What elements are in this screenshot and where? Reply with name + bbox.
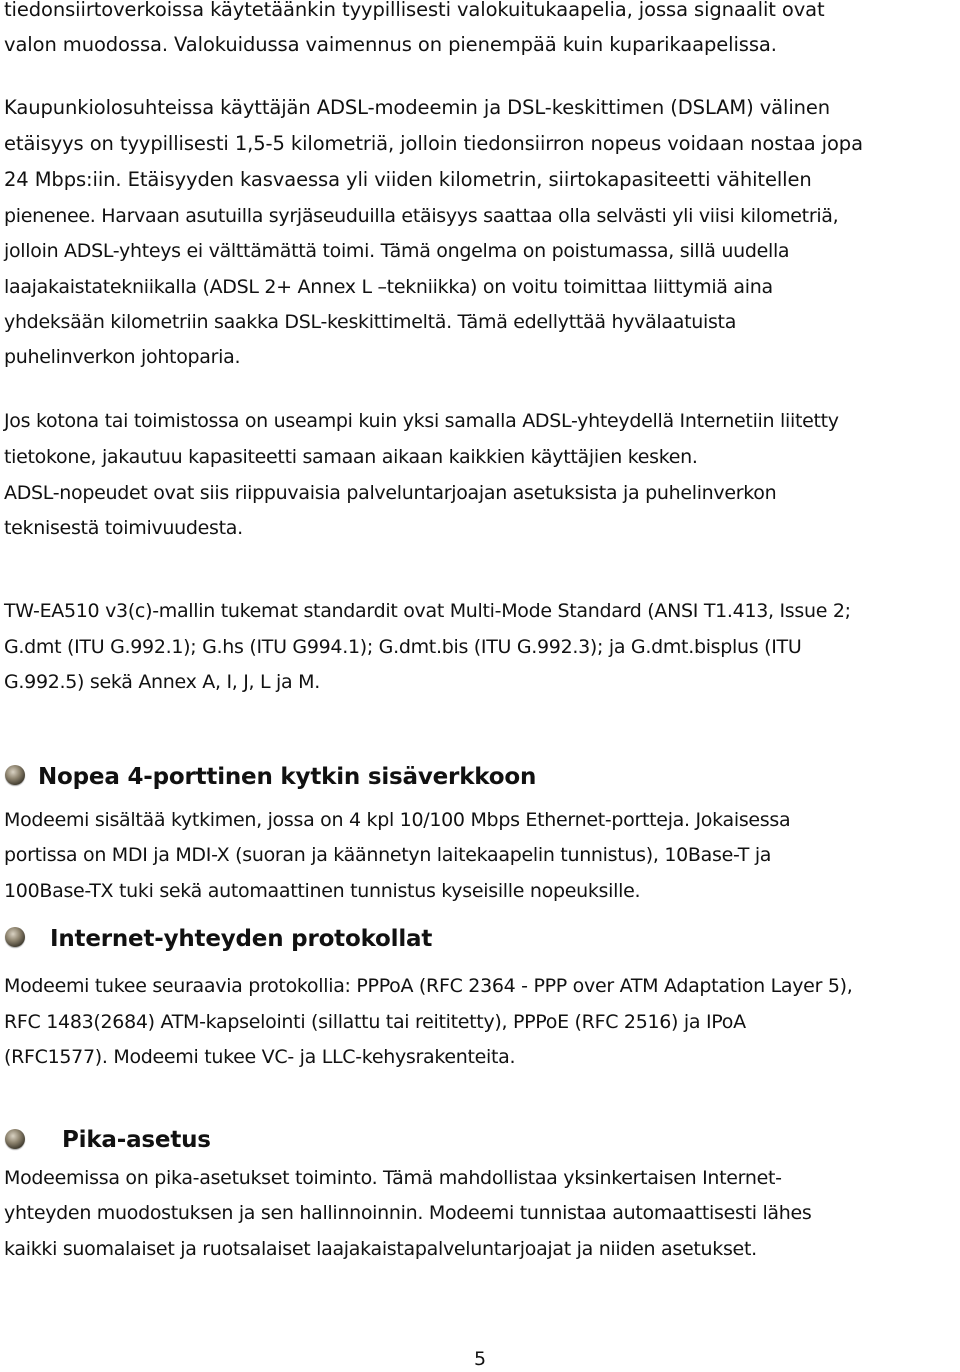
sharing-line-2: tietokone, jakautuu kapasiteetti samaan aikaan kaikkien käyttäjien kesken. bbox=[4, 446, 698, 468]
page-number: 5 bbox=[473, 1348, 487, 1370]
quick-setup-line-1: Modeemissa on pika-asetukset toiminto. Tämä mahdollistaa yksinkertaisen Internet- bbox=[4, 1167, 782, 1189]
section-heading-protocols: Internet-yhteyden protokollat bbox=[50, 926, 433, 952]
quick-setup-line-2: yhteyden muodostuksen ja sen hallinnoinnin. Modeemi tunnistaa automaattisesti lähes bbox=[4, 1202, 812, 1224]
distance-line-8: puhelinverkon johtoparia. bbox=[4, 346, 241, 368]
quick-setup-line-3: kaikki suomalaiset ja ruotsalaiset laajakaistapalveluntarjoajat ja niiden asetukset. bbox=[4, 1238, 757, 1260]
switch-line-3: 100Base-TX tuki sekä automaattinen tunnistus kyseisille nopeuksille. bbox=[4, 880, 641, 902]
protocols-line-1: Modeemi tukee seuraavia protokollia: PPPoA (RFC 2364 - PPP over ATM Adaptation Layer 5), bbox=[4, 975, 853, 997]
standards-line-1: TW-EA510 v3(c)-mallin tukemat standardit ovat Multi-Mode Standard (ANSI T1.413, Issue 2; bbox=[4, 600, 851, 622]
protocols-line-2: RFC 1483(2684) ATM-kapselointi (sillattu tai reititetty), PPPoE (RFC 2516) ja IPoA bbox=[4, 1011, 746, 1033]
distance-line-1: Kaupunkiolosuhteissa käyttäjän ADSL-modeemin ja DSL-keskittimen (DSLAM) välinen bbox=[4, 96, 831, 119]
protocols-line-3: (RFC1577). Modeemi tukee VC- ja LLC-kehysrakenteita. bbox=[4, 1046, 516, 1068]
section-heading-quick-setup: Pika-asetus bbox=[62, 1127, 211, 1153]
distance-line-4: pienenee. Harvaan asutuilla syrjäseuduilla etäisyys saattaa olla selvästi yli viisi kilometriä, bbox=[4, 205, 839, 227]
switch-line-2: portissa on MDI ja MDI-X (suoran ja käännetyn laitekaapelin tunnistus), 10Base-T ja bbox=[4, 844, 772, 866]
sharing-line-4: teknisestä toimivuudesta. bbox=[4, 517, 243, 539]
distance-line-6: laajakaistatekniikalla (ADSL 2+ Annex L –tekniikka) on voitu toimittaa liittymiä aina bbox=[4, 276, 773, 298]
sphere-bullet-icon bbox=[5, 1129, 25, 1149]
section-heading-switch: Nopea 4-porttinen kytkin sisäverkkoon bbox=[38, 764, 537, 790]
standards-line-3: G.992.5) sekä Annex A, I, J, L ja M. bbox=[4, 671, 320, 693]
switch-line-1: Modeemi sisältää kytkimen, jossa on 4 kpl 10/100 Mbps Ethernet-portteja. Jokaisessa bbox=[4, 809, 791, 831]
distance-line-3: 24 Mbps:iin. Etäisyyden kasvaessa yli viiden kilometrin, siirtokapasiteetti vähitellen bbox=[4, 168, 812, 191]
sharing-line-3: ADSL-nopeudet ovat siis riippuvaisia palveluntarjoajan asetuksista ja puhelinverkon bbox=[4, 482, 777, 504]
distance-line-5: jolloin ADSL-yhteys ei välttämättä toimi. Tämä ongelma on poistumassa, sillä uudella bbox=[4, 240, 790, 262]
intro-line-2: valon muodossa. Valokuidussa vaimennus on pienempää kuin kuparikaapelissa. bbox=[4, 33, 777, 56]
intro-line-1: tiedonsiirtoverkoissa käytetäänkin tyypillisesti valokuitukaapelia, jossa signaalit ovat bbox=[4, 0, 825, 21]
distance-line-7: yhdeksään kilometriin saakka DSL-keskittimeltä. Tämä edellyttää hyvälaatuista bbox=[4, 311, 737, 333]
sphere-bullet-icon bbox=[5, 765, 25, 785]
standards-line-2: G.dmt (ITU G.992.1); G.hs (ITU G994.1); G.dmt.bis (ITU G.992.3); ja G.dmt.bisplus (ITU bbox=[4, 636, 802, 658]
sphere-bullet-icon bbox=[5, 927, 25, 947]
sharing-line-1: Jos kotona tai toimistossa on useampi kuin yksi samalla ADSL-yhteydellä Internetiin liitetty bbox=[4, 410, 839, 432]
distance-line-2: etäisyys on tyypillisesti 1,5-5 kilometriä, jolloin tiedonsiirron nopeus voidaan nostaa jopa bbox=[4, 132, 863, 155]
